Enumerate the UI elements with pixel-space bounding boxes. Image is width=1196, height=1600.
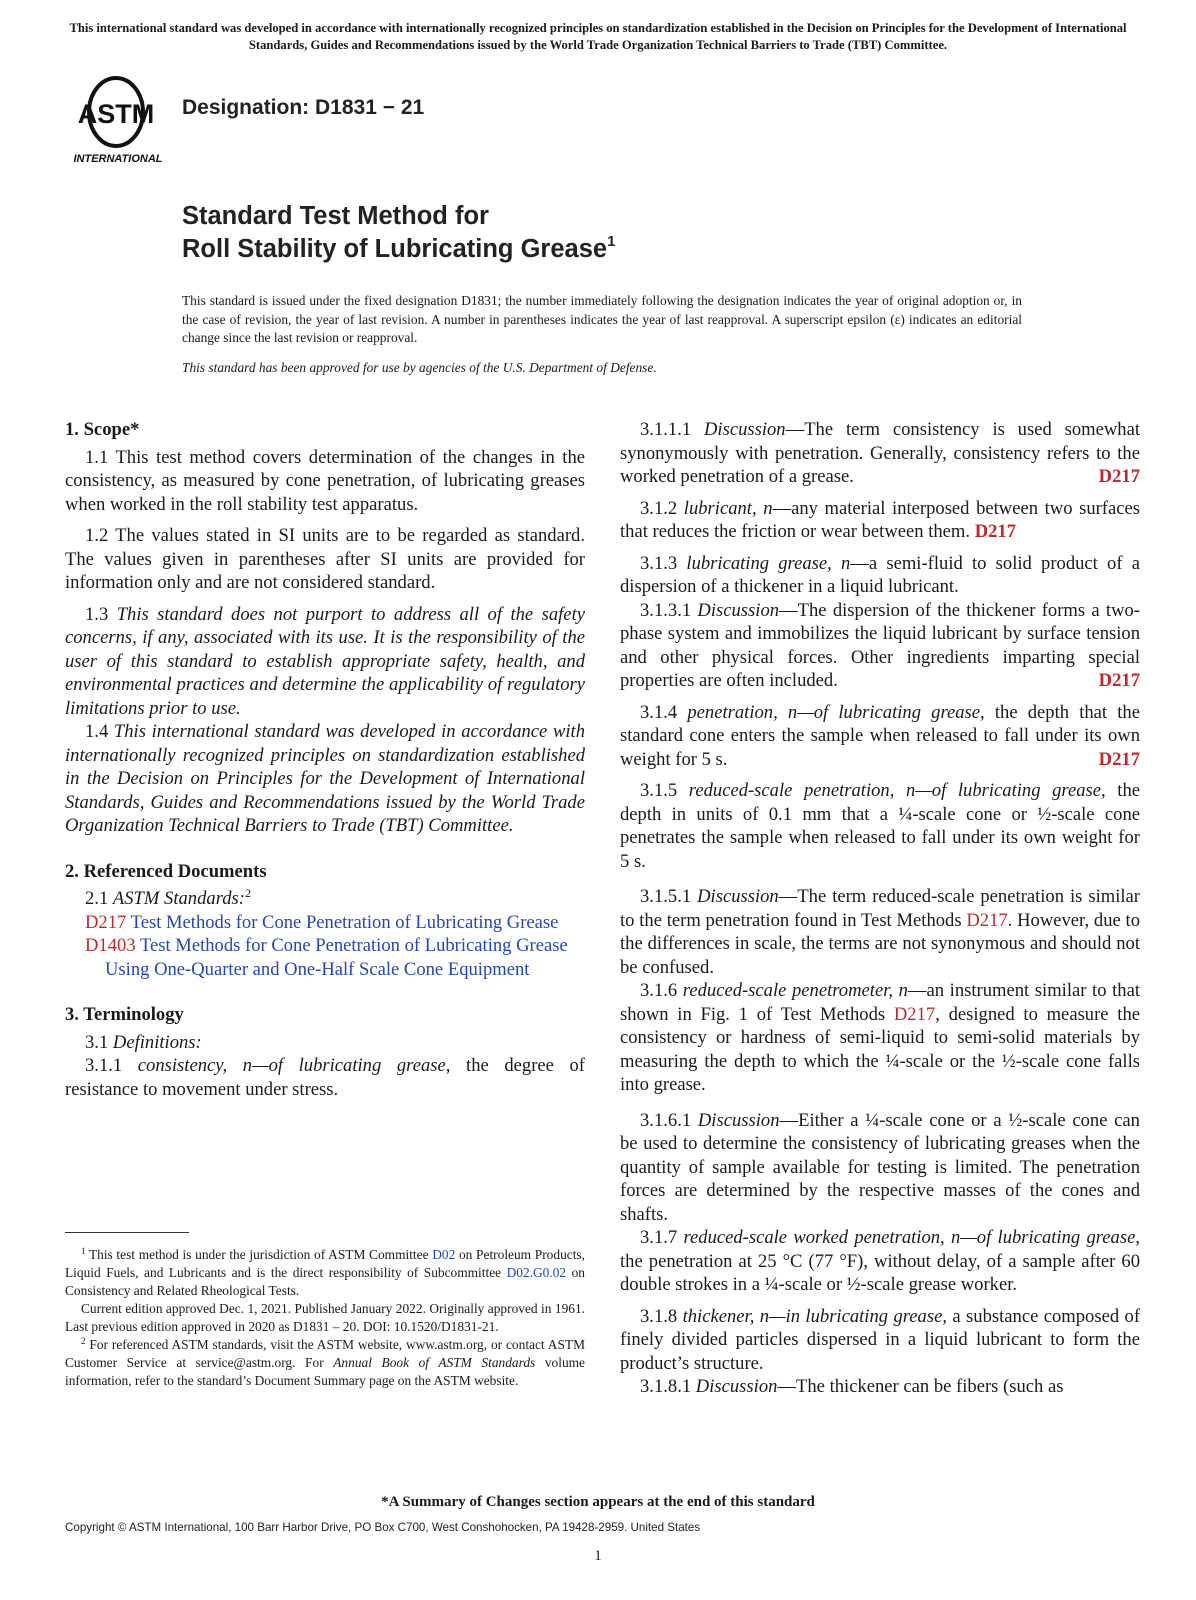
paragraph-3-1-8-1: 3.1.8.1 Discussion—The thickener can be fibers (such as (640, 1376, 1064, 1397)
copyright-line: Copyright © ASTM International, 100 Barr Harbor Drive, PO Box C700, West Conshohocken, PA 19428-2959. United States (65, 1521, 701, 1534)
title-line-2: Roll Stability of Lubricating Grease (182, 235, 608, 263)
logo-subtext: INTERNATIONAL (73, 153, 163, 165)
paragraph-3-1-3-1: 3.1.3.1 Discussion—The dispersion of the thickener forms a two-phase system and immobilizes the liquid lubricant by surface tension and other physical forces. Other ingredients imparting special properties are often included. D217 (620, 599, 1140, 691)
source-tag[interactable]: D217 (974, 521, 1017, 542)
paragraph-3-1-5: 3.1.5 reduced-scale penetration, n—of lubricating grease, the depth in units of 0.1 mm that a ¼-scale cone or ½-scale cone penetrates the sample when released to fall under its own weight for 5 s. (620, 780, 1140, 872)
paragraph-3-1-6-1: 3.1.6.1 Discussion—Either a ¼-scale cone or a ½-scale cone can be used to determine the consistency of lubricating greases when the quantity of sample available for testing is limited. The penetration forces are determined by the respective masses of the cones and shafts. (620, 1109, 1140, 1225)
paragraph-3-1-6: 3.1.6 reduced-scale penetrometer, n—an instrument similar to that shown in Fig. 1 of Test Methods D217, designed to measure the consistency or hardness of semi-liquid to semi-solid materials by measuring the depth to which the ¼-scale or the ½-scale cone falls into grease. (620, 980, 1140, 1095)
reference-link-d217[interactable]: D217 (893, 1003, 936, 1025)
right-column (620, 418, 1140, 1407)
section-heading-scope: 1. Scope* (65, 419, 140, 440)
paragraph-3-1: 3.1 Definitions: (85, 1031, 202, 1053)
paragraph-1-2: 1.2 The values stated in SI units are to be regarded as standard. The values given in parentheses after SI units are provided for information only and are not considered standard. (65, 525, 585, 593)
page-number: 1 (594, 1548, 602, 1564)
section-heading-terminology: 3. Terminology (65, 1004, 184, 1025)
footnote-1: $^1$ This test method is under the jurisdiction of ASTM Committee D02 on Petroleum Products, Liquid Fuels, and Lubricants and is the direct responsibility of Subcommittee D02.G0.02 on Consistency and Related Rheological Tests. (65, 1246, 585, 1298)
paragraph-2-1: 2.1 ASTM Standards:$^2$ (85, 886, 251, 909)
paragraph-3-1-1: 3.1.1 consistency, n—of lubricating grease, the degree of resistance to movement under stress. (65, 1055, 585, 1100)
issuance-statement: This standard is issued under the fixed designation D1831; the number immediately following the designation indicates the year of original adoption or, in the case of revision, the year of last revision. A number in parentheses indicates the year of last reapproval. A superscript epsilon (ε) indicates an editorial change since the last revision or reapproval. (182, 293, 1022, 345)
paragraph-3-1-7: 3.1.7 reduced-scale worked penetration, n—of lubricating grease, the penetration at 25 °C (77 °F), without delay, of a sample after 60 double strokes in a ¼-scale or ½-scale grease worker. (620, 1227, 1140, 1295)
dod-notice: This standard has been approved for use by agencies of the U.S. Department of Defense. (182, 360, 657, 375)
committee-link[interactable]: D02 (432, 1247, 456, 1262)
paragraph-1-3: 1.3 This standard does not purport to address all of the safety concerns, if any, associated with its use. It is the responsibility of the user of this standard to establish appropriate safety, health, and environmental practices and determine the applicability of regulatory limitations prior to use. (65, 603, 585, 719)
paragraph-3-1-8: 3.1.8 thickener, n—in lubricating grease, a substance composed of finely divided particles dispersed in a liquid lubricant to form the product’s structure. (620, 1305, 1141, 1374)
reference-d1403[interactable]: D1403 Test Methods for Cone Penetration of Lubricating Grease Using One-Quarter and One-Half Scale Cone Equipment (85, 935, 568, 980)
source-tag[interactable]: D217 (1098, 466, 1140, 487)
logo-text: ASTM (77, 99, 155, 129)
paragraph-1-1: 1.1 This test method covers determination of the changes in the consistency, as measured by cone penetration, of lubricating greases when worked in the roll stability test apparatus. (65, 446, 585, 515)
left-column (65, 418, 585, 1109)
title-footnote-marker: 1 (607, 233, 616, 250)
astm-logo (66, 72, 170, 168)
paragraph-3-1-4: 3.1.4 penetration, n—of lubricating grease, the depth that the standard cone enters the sample when released to fall under its own weight for 5 s. D217 (620, 701, 1140, 770)
paragraph-3-1-5-1: 3.1.5.1 Discussion—The term reduced-scale penetration is similar to the term penetration found in Test Methods D217. However, due to the differences in scale, the terms are not synonymous and should not be confused. (620, 886, 1140, 978)
reference-link-d217[interactable]: D217 (966, 909, 1008, 931)
footnotes (65, 1246, 585, 1390)
title-line-1: Standard Test Method for (182, 202, 489, 230)
paragraph-3-1-1-1: 3.1.1.1 Discussion—The term consistency is used somewhat synonymously with penetration. Generally, consistency refers to the worked penetration of a grease. D217 (620, 419, 1140, 487)
paragraph-3-1-3: 3.1.3 lubricating grease, n—a semi-fluid to solid product of a dispersion of a thickener in a liquid lubricant. (620, 552, 1140, 597)
summary-of-changes-note: *A Summary of Changes section appears at the end of this standard (381, 1494, 815, 1510)
tbt-notice: This international standard was developed in accordance with internationally recognized principles on standardization established in the Decision on Principles for the Development of International Standards, Guides and Recommendations issued by the World Trade Organization Technical Barriers to Trade (TBT) Committee. (69, 21, 1127, 52)
footnote-separator (65, 1232, 189, 1233)
document-title (182, 200, 615, 266)
source-tag[interactable]: D217 (1098, 748, 1140, 770)
footnote-2: $^2$ For referenced ASTM standards, visit the ASTM website, www.astm.org, or contact ASTM Customer Service at service@astm.org. For Annual Book of ASTM Standards volume information, refer to the standard’s Document Summary page on the ASTM website. (65, 1336, 585, 1388)
subcommittee-link[interactable]: D02.G0.02 (506, 1265, 567, 1280)
designation: Designation: D1831 − 21 (182, 96, 425, 119)
footnote-1-edition: Current edition approved Dec. 1, 2021. Published January 2022. Originally approved in 1961. Last previous edition approved in 2020 as D1831 – 20. DOI: 10.1520/D1831-21. (65, 1301, 585, 1334)
paragraph-1-4: 1.4 This international standard was developed in accordance with internationally recognized principles on standardization established in the Decision on Principles for the Development of International Standards, Guides and Recommendations issued by the World Trade Organization Technical Barriers to Trade (TBT) Committee. (65, 721, 585, 836)
section-heading-referenced-documents: 2. Referenced Documents (65, 860, 267, 882)
source-tag[interactable]: D217 (1098, 670, 1140, 691)
paragraph-3-1-2: 3.1.2 lubricant, n—any material interposed between two surfaces that reduces the friction or wear between them. D217 (620, 497, 1140, 542)
reference-d217[interactable]: D217 Test Methods for Cone Penetration of Lubricating Grease (85, 911, 559, 933)
